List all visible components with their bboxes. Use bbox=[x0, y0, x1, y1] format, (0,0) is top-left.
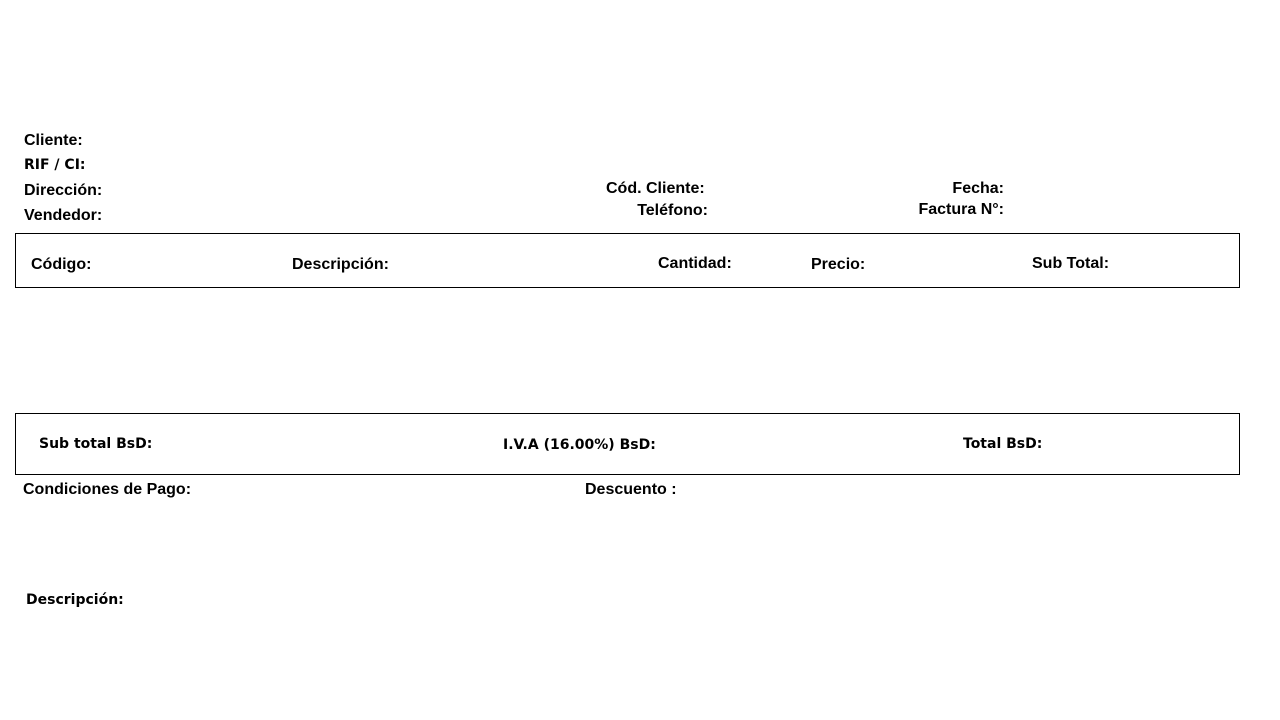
rif-label: RIF / CI: bbox=[24, 157, 86, 173]
discount-label: Descuento : bbox=[585, 481, 677, 498]
column-header-subtotal: Sub Total: bbox=[1032, 255, 1110, 272]
date-label: Fecha: bbox=[952, 180, 1004, 197]
column-header-quantity: Cantidad: bbox=[658, 255, 732, 272]
seller-label: Vendedor: bbox=[24, 207, 103, 224]
column-header-code: Código: bbox=[31, 256, 92, 273]
phone-label: Teléfono: bbox=[637, 202, 708, 219]
invoice-number-label: Factura N°: bbox=[918, 201, 1004, 218]
totals-box bbox=[15, 413, 1240, 475]
iva-label: I.V.A (16.00%) BsD: bbox=[503, 437, 656, 453]
subtotal-label: Sub total BsD: bbox=[39, 436, 153, 452]
payment-conditions-label: Condiciones de Pago: bbox=[23, 481, 192, 498]
client-code-label: Cód. Cliente: bbox=[606, 180, 705, 197]
column-header-description: Descripción: bbox=[292, 256, 389, 273]
items-table-header bbox=[15, 233, 1240, 288]
client-label: Cliente: bbox=[24, 132, 83, 149]
notes-description-label: Descripción: bbox=[26, 592, 124, 608]
address-label: Dirección: bbox=[24, 182, 103, 199]
column-header-price: Precio: bbox=[811, 256, 866, 273]
total-label: Total BsD: bbox=[963, 436, 1043, 452]
